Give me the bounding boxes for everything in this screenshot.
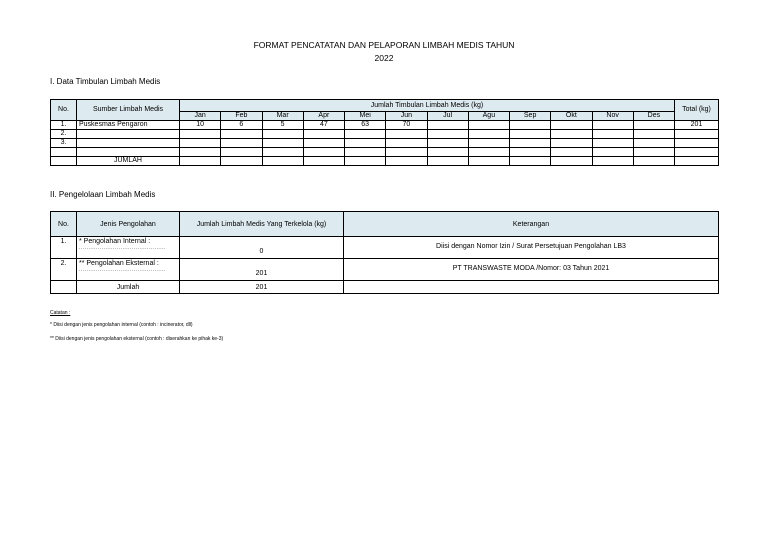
table-row <box>51 121 719 130</box>
row-no: 3. <box>51 139 77 148</box>
month-value <box>592 139 633 148</box>
month-value: 10 <box>180 121 221 130</box>
row-no: 2. <box>51 130 77 139</box>
month-value: 6 <box>221 121 262 130</box>
sum-row-no <box>51 157 77 166</box>
month-value <box>633 148 674 157</box>
month-value <box>386 148 427 157</box>
month-value <box>510 139 551 148</box>
document-year: 2022 <box>374 53 394 63</box>
month-value: 63 <box>345 121 386 130</box>
month-header: Sep <box>510 112 551 121</box>
month-value <box>427 148 468 157</box>
month-header: Apr <box>303 112 344 121</box>
row-source <box>77 148 180 157</box>
month-value <box>510 130 551 139</box>
month-header: Jun <box>386 112 427 121</box>
month-value <box>551 130 592 139</box>
month-value <box>303 130 344 139</box>
sum-total <box>675 157 719 166</box>
month-value <box>633 121 674 130</box>
note-external: ** Diisi dengan jenis pengolahan eksternal (contoh : diserahkan ke pihak ke-3) <box>50 336 224 342</box>
row-source <box>77 130 180 139</box>
row2-amount: 201 <box>180 259 344 281</box>
month-value <box>345 139 386 148</box>
document-title: FORMAT PENCATATAN DAN PELAPORAN LIMBAH MEDIS TAHUN <box>253 40 515 50</box>
col-group-header: Jumlah Timbulan Limbah Medis (kg) <box>180 100 675 112</box>
col-source-header: Sumber Limbah Medis <box>77 100 180 121</box>
month-value <box>427 121 468 130</box>
row-total <box>675 139 719 148</box>
col-no-header: No. <box>51 212 77 237</box>
month-value <box>551 148 592 157</box>
month-header: Nov <box>592 112 633 121</box>
waste-management-table <box>50 211 719 294</box>
col-note-header: Keterangan <box>344 212 719 237</box>
month-value <box>262 130 303 139</box>
sum-value: 201 <box>180 281 344 294</box>
sum-label: JUMLAH <box>77 157 180 166</box>
month-value <box>633 130 674 139</box>
month-header: Mei <box>345 112 386 121</box>
section2-heading: II. Pengelolaan Limbah Medis <box>50 190 156 199</box>
row-total: 201 <box>675 121 719 130</box>
col-total-header: Total (kg) <box>675 100 719 121</box>
row1-note: Diisi dengan Nomor Izin / Surat Persetujuan Pengolahan LB3 <box>344 237 719 259</box>
section1-heading: I. Data Timbulan Limbah Medis <box>50 77 161 86</box>
row1-type: * Pengolahan Internal : .............................................. <box>77 237 180 259</box>
month-value <box>592 130 633 139</box>
month-value <box>551 139 592 148</box>
sum-label: Jumlah <box>77 281 180 294</box>
month-value <box>221 130 262 139</box>
month-header: Agu <box>468 112 509 121</box>
col-no-header: No. <box>51 100 77 121</box>
month-value <box>592 148 633 157</box>
month-value <box>427 139 468 148</box>
table-row <box>51 130 719 139</box>
month-value <box>262 148 303 157</box>
sum-note <box>344 281 719 294</box>
month-value <box>180 148 221 157</box>
month-value <box>633 139 674 148</box>
month-header: Jul <box>427 112 468 121</box>
row-source: Puskesmas Pengaron <box>77 121 180 130</box>
row2-no: 2. <box>51 259 77 281</box>
month-value <box>180 139 221 148</box>
row-source <box>77 139 180 148</box>
month-header: Des <box>633 112 674 121</box>
month-value <box>427 130 468 139</box>
month-value <box>468 130 509 139</box>
month-value <box>386 130 427 139</box>
month-value <box>345 130 386 139</box>
month-value <box>303 148 344 157</box>
notes-heading: Catatan : <box>50 310 71 316</box>
row-total <box>675 148 719 157</box>
col-type-header: Jenis Pengolahan <box>77 212 180 237</box>
row2-note: PT TRANSWASTE MODA /Nomor: 03 Tahun 2021 <box>344 259 719 281</box>
waste-generation-table <box>50 99 719 166</box>
table-row <box>51 139 719 148</box>
month-value <box>180 130 221 139</box>
month-value <box>303 139 344 148</box>
month-value <box>510 121 551 130</box>
row-no <box>51 148 77 157</box>
row-no: 1. <box>51 121 77 130</box>
month-value <box>468 121 509 130</box>
table-row <box>51 148 719 157</box>
month-value: 5 <box>262 121 303 130</box>
month-value <box>345 148 386 157</box>
row1-amount: 0 <box>180 237 344 259</box>
sum-row-no <box>51 281 77 294</box>
month-value <box>221 148 262 157</box>
month-value <box>468 139 509 148</box>
month-value <box>551 121 592 130</box>
month-header: Mar <box>262 112 303 121</box>
month-value <box>221 139 262 148</box>
month-value <box>262 139 303 148</box>
month-header: Feb <box>221 112 262 121</box>
row2-type: ** Pengolahan Eksternal : .............................................. <box>77 259 180 281</box>
month-header: Okt <box>551 112 592 121</box>
row-total <box>675 130 719 139</box>
month-header: Jan <box>180 112 221 121</box>
month-value <box>592 121 633 130</box>
month-value <box>386 139 427 148</box>
month-value: 70 <box>386 121 427 130</box>
note-internal: * Diisi dengan jenis pengolahan internal (contoh : incinerator, dll) <box>50 322 193 328</box>
month-value <box>510 148 551 157</box>
month-value <box>468 148 509 157</box>
row1-no: 1. <box>51 237 77 259</box>
month-value: 47 <box>303 121 344 130</box>
col-amount-header: Jumlah Limbah Medis Yang Terkelola (kg) <box>180 212 344 237</box>
